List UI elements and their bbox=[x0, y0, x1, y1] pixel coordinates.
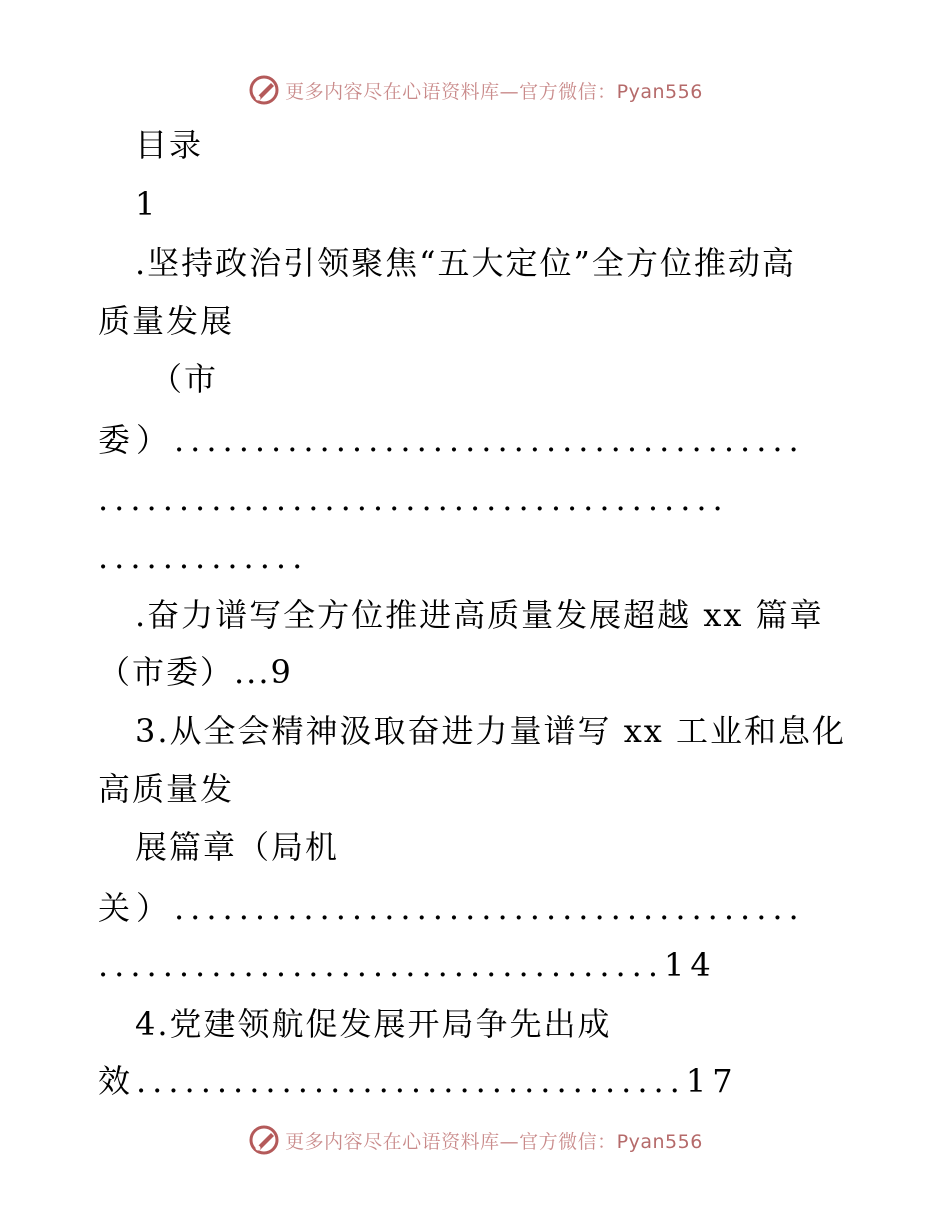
watermark-id: Pyan556 bbox=[616, 1130, 703, 1153]
watermark-id: Pyan556 bbox=[616, 80, 703, 103]
pen-seal-icon bbox=[247, 73, 281, 107]
toc-line: 4.党建领航促发展开局争先出成 bbox=[135, 1005, 612, 1043]
toc-line: 效..................................17 bbox=[98, 1062, 739, 1100]
toc-line: 委）....................................... bbox=[98, 421, 805, 459]
toc-line: 展篇章（局机 bbox=[135, 828, 340, 866]
toc-line: 关）....................................... bbox=[98, 889, 805, 927]
toc-line: .坚持政治引领聚焦“五大定位”全方位推动高 bbox=[135, 244, 796, 282]
toc-line: 质量发展 bbox=[98, 302, 235, 340]
toc-line: .奋力谱写全方位推进高质量发展超越 xx 篇章 bbox=[135, 596, 824, 634]
toc-line: ...................................14 bbox=[98, 946, 717, 984]
toc-line: （市 bbox=[150, 360, 219, 398]
toc-line: ............. bbox=[98, 538, 309, 576]
toc-line: 1 bbox=[135, 185, 158, 223]
toc-line: 3.从全会精神汲取奋进力量谱写 xx 工业和息化 bbox=[135, 712, 846, 750]
toc-line: 高质量发 bbox=[98, 770, 235, 808]
watermark-footer bbox=[0, 1120, 950, 1160]
watermark-header bbox=[0, 70, 950, 110]
watermark-text: 更多内容尽在心语资料库—官方微信：Pyan556 bbox=[285, 80, 703, 103]
toc-heading: 目录 bbox=[135, 126, 204, 164]
pen-seal-icon bbox=[247, 1123, 281, 1157]
toc-line: ....................................... bbox=[98, 480, 729, 518]
watermark-text: 更多内容尽在心语资料库—官方微信：Pyan556 bbox=[285, 1130, 703, 1153]
toc-line: （市委）...9 bbox=[98, 653, 293, 691]
